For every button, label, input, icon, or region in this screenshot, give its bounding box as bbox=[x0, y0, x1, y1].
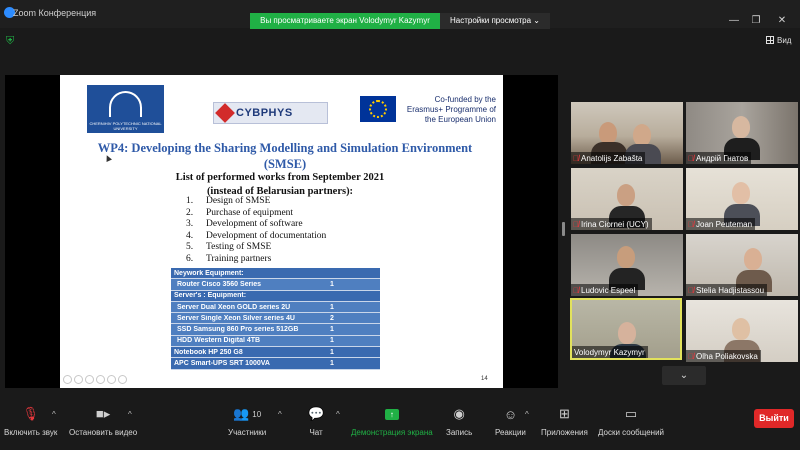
share-screen-label: Демонстрация экрана bbox=[351, 428, 433, 437]
record-button[interactable] bbox=[446, 404, 472, 437]
stop-video-label: Остановить видео bbox=[69, 428, 138, 437]
works-heading-line1: List of performed works from September 2021 bbox=[175, 172, 385, 183]
table-row: APC Smart-UPS SRT 1000VA 1 bbox=[171, 358, 380, 369]
participant-tile[interactable] bbox=[686, 102, 798, 164]
more-options-icon[interactable] bbox=[118, 375, 127, 384]
leave-meeting-button[interactable]: Выйти bbox=[754, 409, 794, 428]
slide-page-number: 14 bbox=[481, 376, 488, 382]
slide-title: WP4: Developing the Sharing Modelling and Simulation Environment (SMSE) bbox=[97, 141, 473, 171]
share-banner bbox=[250, 13, 550, 29]
participant-name-label: 🎙̸ Anatolijs Zabašta bbox=[571, 152, 645, 164]
works-heading-line2: (instead of Belarusian partners): bbox=[206, 186, 354, 197]
view-options-dropdown[interactable]: Настройки просмотра ⌄ bbox=[440, 13, 550, 29]
prev-slide-icon[interactable] bbox=[63, 375, 72, 384]
participants-options-caret-icon[interactable]: ^ bbox=[278, 410, 282, 419]
apps-button[interactable] bbox=[541, 404, 588, 437]
table-row: Server Single Xeon Silver series 4U 2 bbox=[171, 313, 380, 324]
participant-tile[interactable] bbox=[686, 168, 798, 230]
slides-grid-icon[interactable] bbox=[96, 375, 105, 384]
list-item: 6. Training partners bbox=[186, 253, 272, 264]
university-logo bbox=[87, 85, 164, 133]
muted-mic-icon: 🎙̸ bbox=[573, 285, 579, 295]
app-title: Zoom Конференция bbox=[13, 8, 97, 18]
participant-name-label: 🎙̸ Stelia Hadjistassou bbox=[686, 284, 767, 296]
reactions-options-caret-icon[interactable]: ^ bbox=[525, 410, 529, 419]
unmute-label: Включить звук bbox=[4, 428, 58, 437]
works-heading bbox=[120, 171, 440, 199]
list-item: 1. Design of SMSE bbox=[186, 196, 271, 206]
chat-options-caret-icon[interactable]: ^ bbox=[336, 410, 340, 419]
unmute-button[interactable] bbox=[4, 404, 57, 437]
table-row: SSD Samsung 860 Pro series 512GB 1 bbox=[171, 324, 380, 335]
chat-label: Чат bbox=[309, 428, 323, 437]
works-list bbox=[186, 196, 326, 265]
restore-button[interactable]: ❐ bbox=[751, 15, 761, 26]
participants-count: 10 bbox=[252, 409, 262, 419]
grid-view-icon bbox=[766, 36, 774, 44]
equipment-table bbox=[171, 268, 380, 370]
list-item: 2. Purchase of equipment bbox=[186, 207, 294, 218]
next-slide-icon[interactable] bbox=[74, 375, 83, 384]
apps-icon: ⊞ bbox=[558, 406, 570, 421]
close-button[interactable]: ✕ bbox=[777, 15, 787, 26]
view-button-label: Вид bbox=[777, 35, 792, 45]
muted-mic-icon: 🎙̸ bbox=[688, 285, 694, 295]
muted-mic-icon: 🎙̸ bbox=[573, 219, 579, 229]
whiteboard-button[interactable] bbox=[598, 404, 664, 437]
panel-resize-handle[interactable] bbox=[562, 222, 565, 236]
title-bar bbox=[0, 0, 800, 28]
participant-name-label: Volodymyr Kazymyr bbox=[572, 346, 648, 358]
zoom-icon[interactable] bbox=[107, 375, 116, 384]
minimize-button[interactable]: — bbox=[729, 15, 739, 26]
shared-screen bbox=[5, 75, 558, 388]
apps-label: Приложения bbox=[541, 428, 588, 437]
participant-tile-active-speaker[interactable] bbox=[570, 298, 682, 360]
table-row: HDD Western Digital 4TB 1 bbox=[171, 336, 380, 347]
pen-icon[interactable] bbox=[85, 375, 94, 384]
university-arch-icon bbox=[109, 91, 142, 117]
whiteboard-icon: ▭ bbox=[624, 406, 638, 421]
participant-tile[interactable] bbox=[571, 102, 683, 164]
muted-mic-icon: 🎙̸ bbox=[688, 219, 694, 229]
muted-mic-icon: 🎙̸ bbox=[688, 153, 694, 163]
participant-name-label: 🎙̸ Андрій Гнатов bbox=[686, 152, 751, 164]
participants-label: Участники bbox=[228, 428, 267, 437]
participant-tile[interactable] bbox=[686, 300, 798, 362]
list-item: 5. Testing of SMSE bbox=[186, 242, 272, 252]
participants-icon: 👥 10 bbox=[233, 406, 262, 421]
share-status-message: Вы просматриваете экран Volodymyr Kazymyr bbox=[250, 13, 440, 29]
audio-options-caret-icon[interactable]: ^ bbox=[52, 410, 56, 419]
participant-name-label: 🎙̸ Olha Poliakovska bbox=[686, 350, 761, 362]
record-label: Запись bbox=[446, 428, 473, 437]
participants-button[interactable] bbox=[228, 404, 266, 437]
table-row: Router Cisco 3560 Series 1 bbox=[171, 279, 380, 290]
whiteboard-label: Доски сообщений bbox=[598, 428, 665, 437]
participant-name-label: 🎙̸ Irina Ciornei (UCY) bbox=[571, 218, 652, 230]
chat-button[interactable] bbox=[308, 404, 324, 437]
stop-video-button[interactable] bbox=[69, 404, 137, 437]
reactions-button[interactable] bbox=[495, 404, 526, 437]
participant-tile[interactable] bbox=[571, 234, 683, 296]
cybphys-logo-text: CYBPHYS bbox=[236, 107, 293, 119]
participant-tile[interactable] bbox=[686, 234, 798, 296]
participant-name-label: 🎙̸ Joan Peuteman bbox=[686, 218, 755, 230]
reactions-label: Реакции bbox=[495, 428, 526, 437]
table-row: Server's : Equipment: bbox=[171, 291, 380, 302]
table-row: Neywork Equipment: bbox=[171, 268, 380, 279]
presentation-slide bbox=[60, 75, 503, 388]
view-button[interactable] bbox=[766, 33, 791, 47]
list-item: 3. Development of software bbox=[186, 219, 303, 229]
slide-controls bbox=[63, 375, 127, 384]
cybphys-logo bbox=[213, 102, 328, 124]
participant-name-label: 🎙̸ Ludovic Espeel bbox=[571, 284, 638, 296]
video-options-caret-icon[interactable]: ^ bbox=[128, 410, 132, 419]
table-row: Server Dual Xeon GOLD series 2U 1 bbox=[171, 302, 380, 313]
mic-muted-icon: 🎙 bbox=[22, 406, 39, 421]
video-camera-icon: ■▸ bbox=[95, 406, 111, 421]
muted-mic-icon: 🎙̸ bbox=[688, 351, 694, 361]
participant-tile[interactable] bbox=[571, 168, 683, 230]
security-shield-icon[interactable]: ⛨ bbox=[6, 35, 15, 47]
table-row: Notebook HP 250 G8 1 bbox=[171, 347, 380, 358]
muted-mic-icon: 🎙̸ bbox=[573, 153, 579, 163]
cybphys-mark-icon bbox=[215, 103, 235, 123]
meeting-toolbar bbox=[0, 400, 800, 450]
university-logo-text: CHERNIHIV POLYTECHNIC NATIONAL UNIVERSITY bbox=[89, 121, 162, 131]
gallery-next-page-button[interactable]: ⌄ bbox=[662, 366, 706, 385]
list-item: 4. Development of documentation bbox=[186, 230, 327, 241]
share-screen-button[interactable] bbox=[351, 404, 433, 437]
erasmus-text: Co-funded by the Erasmus+ Programme of the European Union bbox=[406, 95, 496, 124]
share-screen-icon: ↑ bbox=[385, 404, 399, 424]
chat-icon: 💬 bbox=[308, 406, 325, 421]
reactions-smiley-icon: ☺ bbox=[503, 406, 518, 422]
eu-flag-icon bbox=[360, 96, 396, 122]
record-icon: ◉ bbox=[453, 406, 465, 421]
